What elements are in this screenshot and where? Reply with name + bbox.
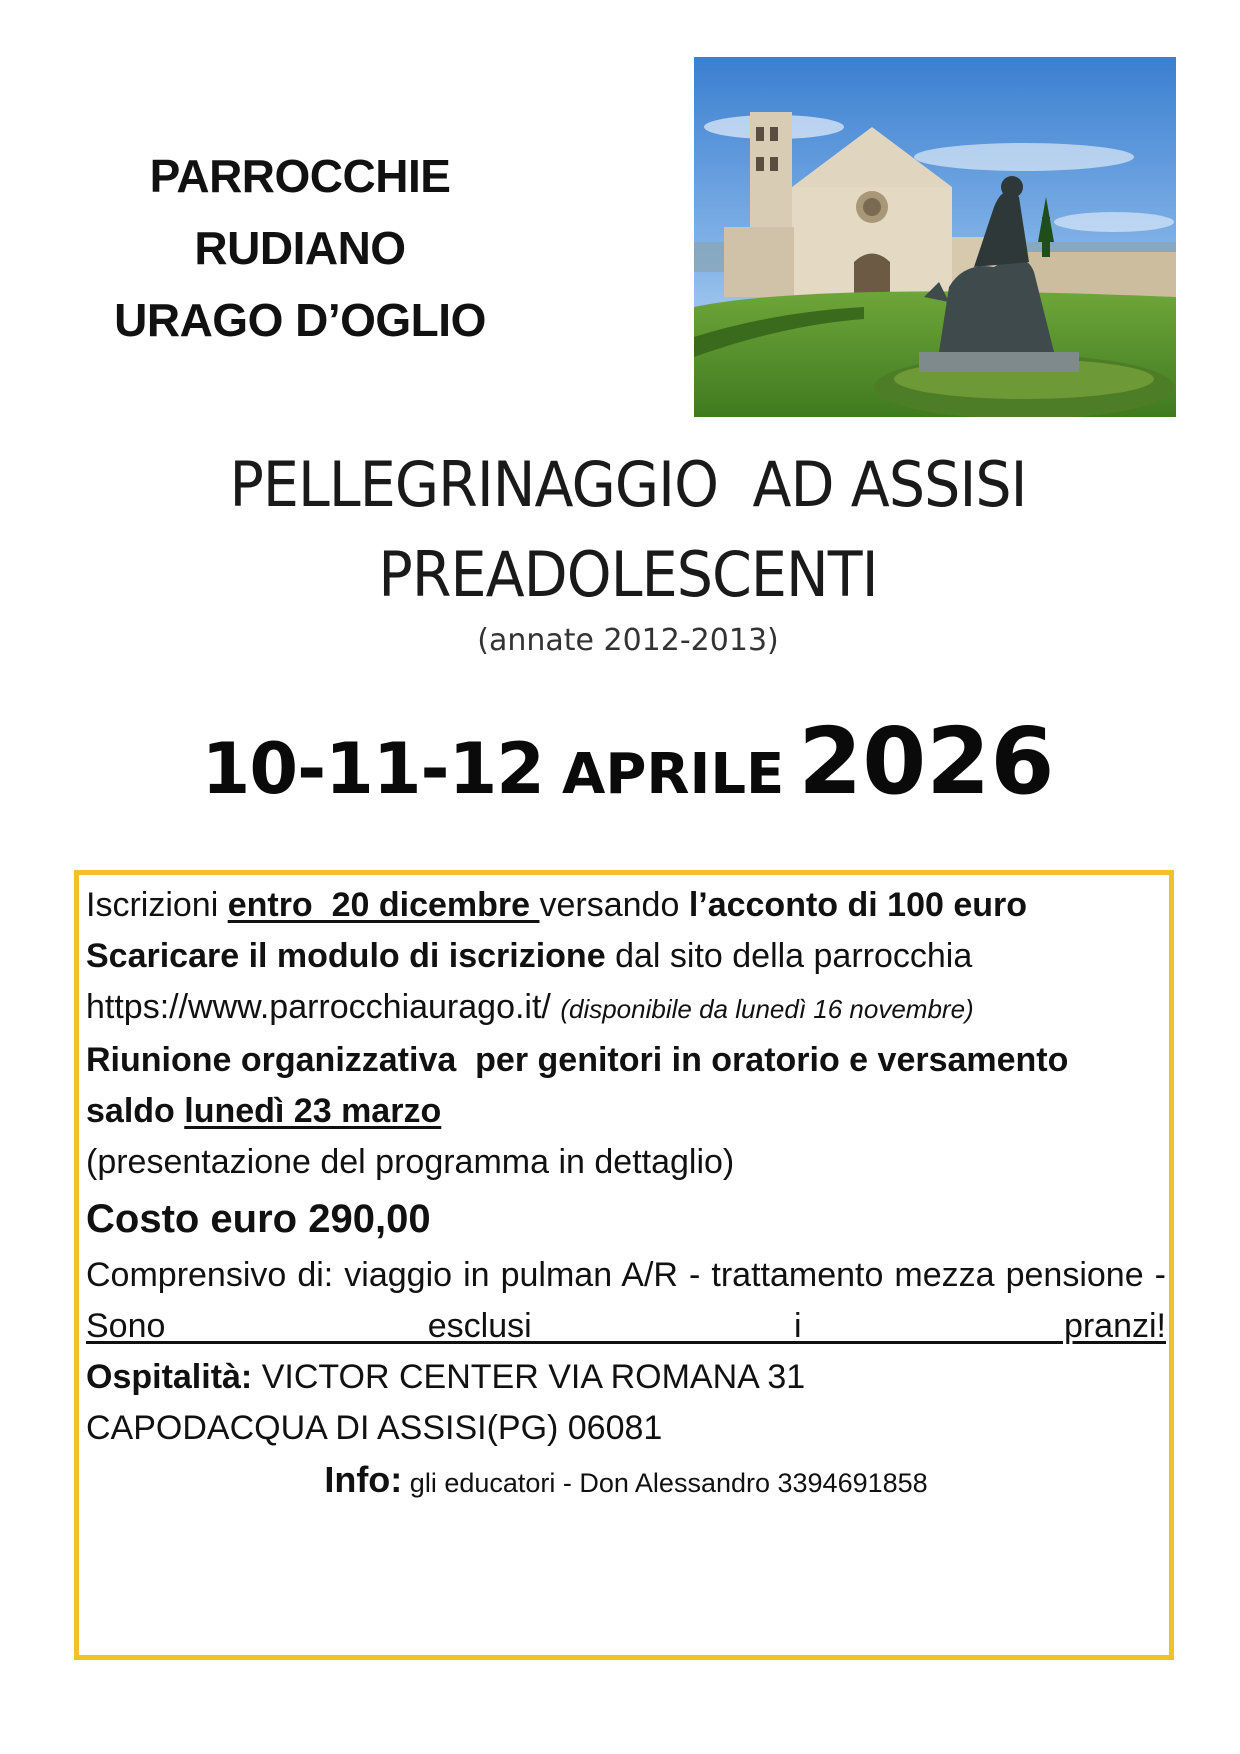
date-days: 10-11-12 bbox=[201, 728, 544, 810]
meeting-line bbox=[86, 1035, 1166, 1086]
cost: Costo euro 290,00 bbox=[86, 1197, 431, 1241]
title-line2: PREADOLESCENTI bbox=[378, 538, 878, 611]
registration-line bbox=[86, 880, 1166, 931]
lodging-city: CAPODACQUA DI ASSISI(PG) 06081 bbox=[86, 1409, 663, 1447]
parishes-header bbox=[60, 140, 540, 356]
text: dal sito della parrocchia bbox=[605, 937, 973, 975]
details-content bbox=[86, 880, 1166, 1509]
meeting-info: Riunione organizzativa per genitori in oratorio e versamento bbox=[86, 1041, 1069, 1079]
info-contacts: gli educatori - Don Alessandro 3394691858 bbox=[402, 1468, 928, 1498]
assisi-basilica-photo bbox=[694, 57, 1176, 417]
website-line bbox=[86, 982, 1166, 1035]
meeting-date: lunedì 23 marzo bbox=[184, 1092, 442, 1130]
parishes-line: PARROCCHIE bbox=[149, 150, 451, 202]
text: saldo bbox=[86, 1092, 185, 1130]
lodging-address: VICTOR CENTER VIA ROMANA 31 bbox=[252, 1358, 806, 1396]
lodging-line bbox=[86, 1352, 1166, 1403]
text: Comprensivo di: viaggio in pulman A/R - trattamento mezza pensione - bbox=[86, 1256, 1166, 1294]
lunches-excluded: Sono esclusi i pranzi! bbox=[86, 1307, 1166, 1345]
info-line bbox=[86, 1454, 1166, 1509]
download-line bbox=[86, 931, 1166, 982]
text: versando bbox=[539, 886, 689, 924]
title-line1: PELLEGRINAGGIO AD ASSISI bbox=[229, 448, 1027, 521]
event-date bbox=[0, 708, 1240, 815]
balance-line bbox=[86, 1086, 1166, 1137]
parish-rudiano: RUDIANO bbox=[194, 222, 406, 274]
years-subtitle: (annate 2012-2013) bbox=[477, 623, 779, 658]
program-note: (presentazione del programma in dettaglio) bbox=[86, 1143, 735, 1181]
parish-urago: URAGO D’OGLIO bbox=[114, 294, 486, 346]
text: Iscrizioni bbox=[86, 886, 228, 924]
deadline: entro 20 dicembre bbox=[227, 886, 540, 924]
included-services bbox=[86, 1250, 1166, 1352]
date-month: APRILE bbox=[562, 742, 785, 807]
deposit: l’acconto di 100 euro bbox=[688, 886, 1028, 924]
download-instruction: Scaricare il modulo di iscrizione bbox=[86, 937, 606, 975]
parish-website-link[interactable]: https://www.parrocchiaurago.it/ bbox=[86, 988, 561, 1026]
date-year: 2026 bbox=[798, 708, 1055, 815]
event-title bbox=[0, 440, 1240, 620]
availability-note: (disponibile da lunedì 16 novembre) bbox=[560, 994, 974, 1024]
info-label: Info: bbox=[324, 1459, 403, 1500]
lodging-label: Ospitalità: bbox=[86, 1358, 253, 1396]
